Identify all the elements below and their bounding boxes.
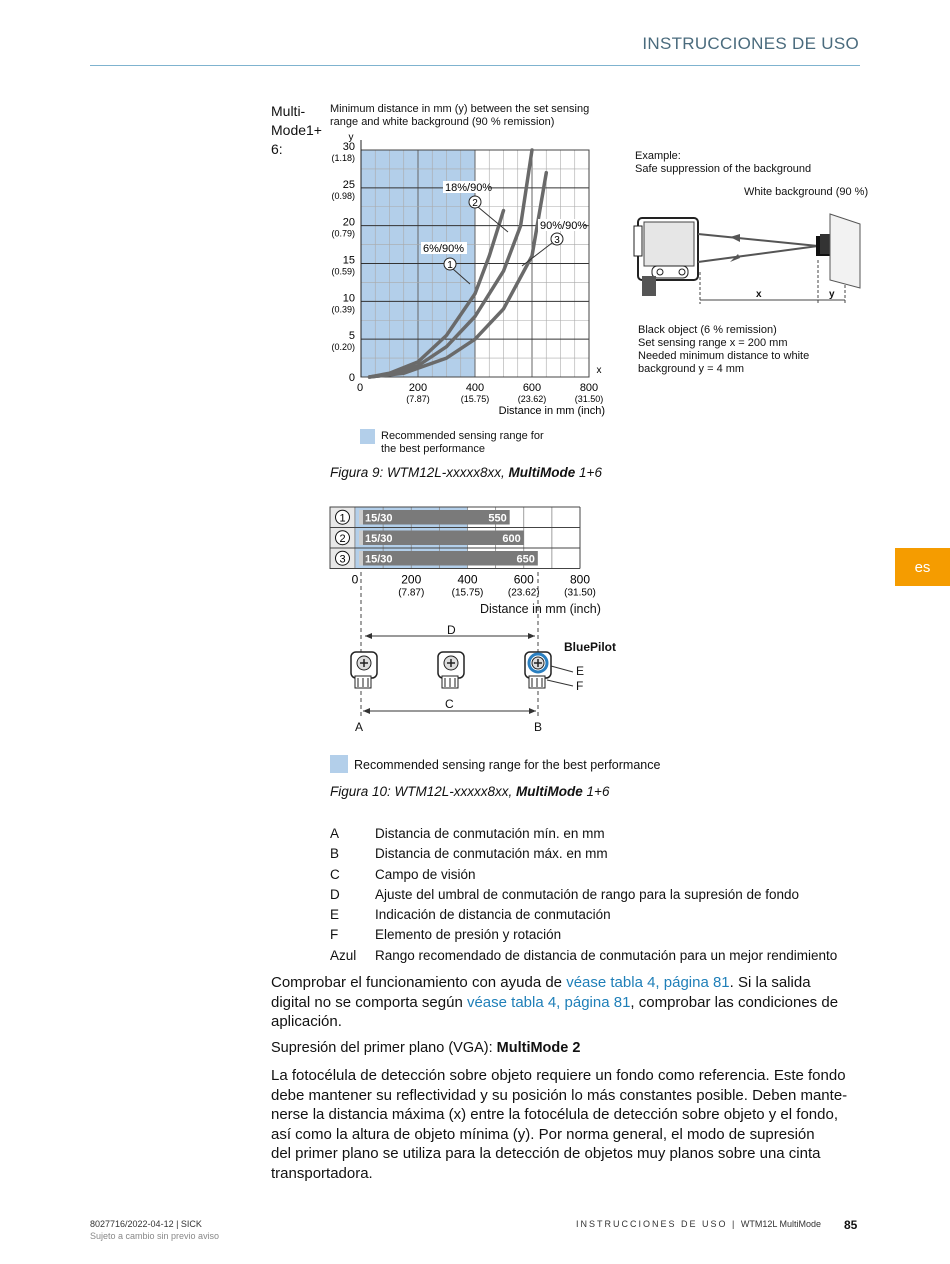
definition-item: [330, 846, 837, 866]
subheading-bold: MultiMode 2: [496, 1040, 581, 1056]
bar-legend-swatch: [330, 755, 348, 773]
definition-text: Campo de visión: [375, 866, 476, 882]
figure10-suffix: 1+6: [582, 784, 610, 799]
y-tick-sublabel: (0.39): [331, 304, 355, 315]
range-bar-label: 15/30: [365, 553, 393, 566]
curve-number-2: 2: [472, 198, 478, 209]
y-tick-sublabel: (1.18): [331, 153, 355, 163]
x-tick-sublabel: (31.50): [564, 587, 596, 599]
definition-item: [330, 927, 837, 947]
chart-title-line1: Minimum distance in mm (y) between the set sensing: [330, 103, 590, 115]
definition-list: [330, 826, 837, 968]
definition-item: [330, 907, 837, 927]
range-bar-start: [359, 551, 363, 566]
section-label-line1: Multi-: [271, 103, 306, 119]
y-axis-letter: y: [348, 132, 354, 143]
figure10-prefix: Figura 10: WTM12L-xxxxx8xx,: [330, 784, 517, 799]
figure9-suffix: 1+6: [575, 465, 602, 480]
footer-product: WTM12L MultiMode: [740, 1219, 822, 1229]
x-axis-letter: x: [596, 365, 602, 376]
para1-text1: Comprobar el funcionamiento con ayuda de: [271, 974, 567, 991]
definition-key: D: [330, 886, 340, 902]
legend-line2: the best performance: [381, 443, 485, 455]
definition-item: [330, 867, 837, 887]
knob-icon: [525, 652, 573, 688]
dim-B: B: [534, 720, 543, 734]
x-tick-sublabel: (31.50): [574, 394, 604, 404]
y-tick-label: 15: [342, 254, 355, 267]
section-label: [271, 102, 327, 159]
footer-left: [90, 1218, 219, 1242]
page-number: 85: [844, 1218, 858, 1232]
example-heading2: Safe suppression of the background: [635, 163, 812, 175]
definition-text: Distancia de conmutación mín. en mm: [375, 826, 605, 841]
footer-note: Sujeto a cambio sin previo aviso: [90, 1231, 220, 1241]
knob-icon: [438, 652, 464, 688]
x-tick-label: 200: [401, 572, 422, 587]
range-bar-value: 550: [488, 512, 507, 525]
bluepilot-label: BluePilot: [564, 640, 617, 654]
example-heading1: Example:: [635, 150, 681, 162]
definition-text: Distancia de conmutación máx. en mm: [375, 846, 608, 862]
definition-key: E: [330, 907, 340, 923]
range-bar-value: 600: [502, 532, 521, 545]
bar-xlabel: Distance in mm (inch): [480, 602, 601, 616]
x-tick-label: 0: [356, 382, 364, 394]
x-tick-label: 0: [351, 572, 359, 587]
line-chart: [320, 128, 620, 418]
legend-text: [381, 430, 544, 456]
figure9-prefix: Figura 9: WTM12L-xxxxx8xx,: [330, 465, 509, 480]
row-number: 3: [339, 553, 346, 566]
dim-A: A: [355, 720, 364, 734]
figure10-caption: [330, 784, 609, 799]
y-tick-label: 25: [342, 178, 355, 191]
example-note3: Needed minimum distance to white: [638, 350, 810, 362]
x-tick-label: 600: [522, 382, 542, 394]
x-tick-label: 200: [408, 382, 428, 394]
table-link-2[interactable]: véase tabla 4, página 81: [466, 993, 631, 1011]
subheading-text: Supresión del primer plano (VGA):: [271, 1040, 497, 1056]
definition-text: Ajuste del umbral de conmutación de rango para la supresión de fondo: [375, 886, 800, 902]
example-note1: Black object (6 % remission): [638, 324, 777, 336]
row-number: 1: [339, 512, 346, 525]
label-E: E: [576, 664, 585, 678]
x-tick-label: 800: [569, 572, 591, 587]
definition-key: F: [330, 927, 339, 943]
definition-text: Indicación de distancia de conmutación: [375, 907, 611, 923]
example-note4: background y = 4 mm: [638, 363, 745, 375]
example-note2: Set sensing range x = 200 mm: [638, 337, 788, 349]
section-label-line2: Mode1+: [271, 122, 322, 138]
x-tick-sublabel: (23.62): [507, 587, 540, 599]
row-number: 2: [339, 532, 346, 545]
y-tick-sublabel: (0.98): [331, 190, 355, 201]
curve-leader: [522, 243, 552, 266]
header-title: INSTRUCCIONES DE USO: [642, 34, 859, 53]
section-label-line3: 6:: [271, 141, 283, 157]
figure9-bold: MultiMode: [508, 465, 576, 480]
range-bar-start: [359, 531, 363, 546]
figure10-bold: MultiMode: [516, 784, 583, 799]
definition-key: C: [330, 866, 340, 882]
definition-key: A: [330, 826, 340, 841]
x-tick-sublabel: (15.75): [460, 394, 490, 404]
definition-item: [330, 948, 837, 968]
knob-icon: [351, 652, 377, 688]
header-divider: [90, 65, 860, 66]
para1-text5: aplicación.: [271, 1013, 342, 1030]
range-bar-label: 15/30: [365, 532, 393, 545]
definition-text: Elemento de presión y rotación: [375, 927, 562, 943]
y-tick-sublabel: (0.59): [331, 266, 355, 277]
paragraph-line: así como la altura de objeto mínima (y). Por norma general, el modo de supresión: [271, 1125, 815, 1143]
y-tick-label: 10: [342, 292, 355, 305]
legend-swatch: [360, 429, 375, 444]
curve-label-2: 18%/90%: [445, 182, 493, 194]
label-F: F: [576, 679, 584, 693]
y-tick-label: 30: [342, 141, 355, 153]
paragraph-check: [271, 973, 861, 1032]
y-tick-label: 20: [342, 216, 355, 229]
para1-text4: , comprobar las condiciones de: [630, 993, 839, 1011]
table-link-1[interactable]: véase tabla 4, página 81: [566, 974, 730, 991]
range-bar-diagram: [325, 502, 645, 742]
bar-legend-text: Recommended sensing range for the best performance: [354, 758, 661, 772]
x-tick-label: 400: [457, 572, 478, 587]
x-tick-sublabel: (7.87): [398, 587, 425, 599]
para1-text3: digital no se comporta según: [271, 993, 467, 1011]
definition-key: B: [330, 846, 340, 862]
x-tick-sublabel: (23.62): [517, 394, 547, 404]
curve-label-3: 90%/90%: [540, 220, 588, 232]
x-tick-label: 800: [579, 382, 599, 394]
dim-D: D: [447, 623, 456, 637]
figure9-caption: [330, 465, 602, 480]
example-heading: [635, 150, 811, 176]
subheading: [271, 1040, 580, 1056]
paragraph-line: debe mantener su reflectividad y su posición lo más constantes posible. Deben mante-: [271, 1086, 848, 1104]
language-tab[interactable]: es: [895, 548, 950, 586]
dim-C: C: [445, 697, 454, 711]
x-tick-label: 400: [465, 382, 485, 394]
x-dim-label: x: [756, 289, 762, 300]
curve-number-1: 1: [447, 260, 453, 271]
paragraph-line: transportadora.: [271, 1164, 373, 1182]
paragraph-line: La fotocélula de detección sobre objeto requiere un fondo como referencia. Este fondo: [271, 1067, 846, 1084]
y-tick-sublabel: (0.79): [331, 228, 355, 239]
footer-center: [576, 1219, 821, 1229]
x-tick-sublabel: (15.75): [451, 587, 484, 599]
white-bg-label: White background (90 %): [744, 186, 869, 198]
range-bar-start: [359, 510, 363, 525]
range-bar-label: 15/30: [365, 512, 393, 525]
definition-key: Azul: [330, 947, 357, 963]
x-tick-sublabel: (7.87): [406, 394, 430, 404]
para1-text2: . Si la salida: [729, 974, 811, 991]
y-tick-sublabel: (0.20): [331, 342, 355, 353]
range-bar-value: 650: [516, 553, 535, 566]
definition-item: [330, 826, 837, 846]
example-notes: [638, 324, 809, 376]
x-axis-label: Distance in mm (inch): [498, 405, 605, 417]
footer-doc: 8027716/2022-04-12 | SICK: [90, 1219, 202, 1229]
definition-text: Rango recomendado de distancia de conmutación para un mejor rendimiento: [375, 947, 838, 963]
definition-item: [330, 887, 837, 907]
curve-label-1: 6%/90%: [423, 243, 464, 255]
x-tick-label: 600: [513, 572, 534, 587]
chart-title-line2: range and white background (90 % remission): [330, 116, 555, 128]
curve-number-3: 3: [554, 235, 560, 246]
paragraph-vga: [271, 1066, 861, 1183]
legend-line1: Recommended sensing range for: [381, 430, 544, 442]
footer-center-text: INSTRUCCIONES DE USO |: [576, 1219, 741, 1229]
paragraph-line: del primer plano se utiliza para la detección de objetos muy planos sobre una cinta: [271, 1145, 821, 1162]
y-tick-label: 5: [348, 330, 355, 343]
y-dim-label: y: [829, 289, 835, 300]
chart-title: [330, 103, 589, 129]
paragraph-line: nerse la distancia máxima (x) entre la fotocélula de detección sobre objeto y el fondo,: [271, 1106, 838, 1123]
y-tick-label: 0: [348, 372, 355, 384]
